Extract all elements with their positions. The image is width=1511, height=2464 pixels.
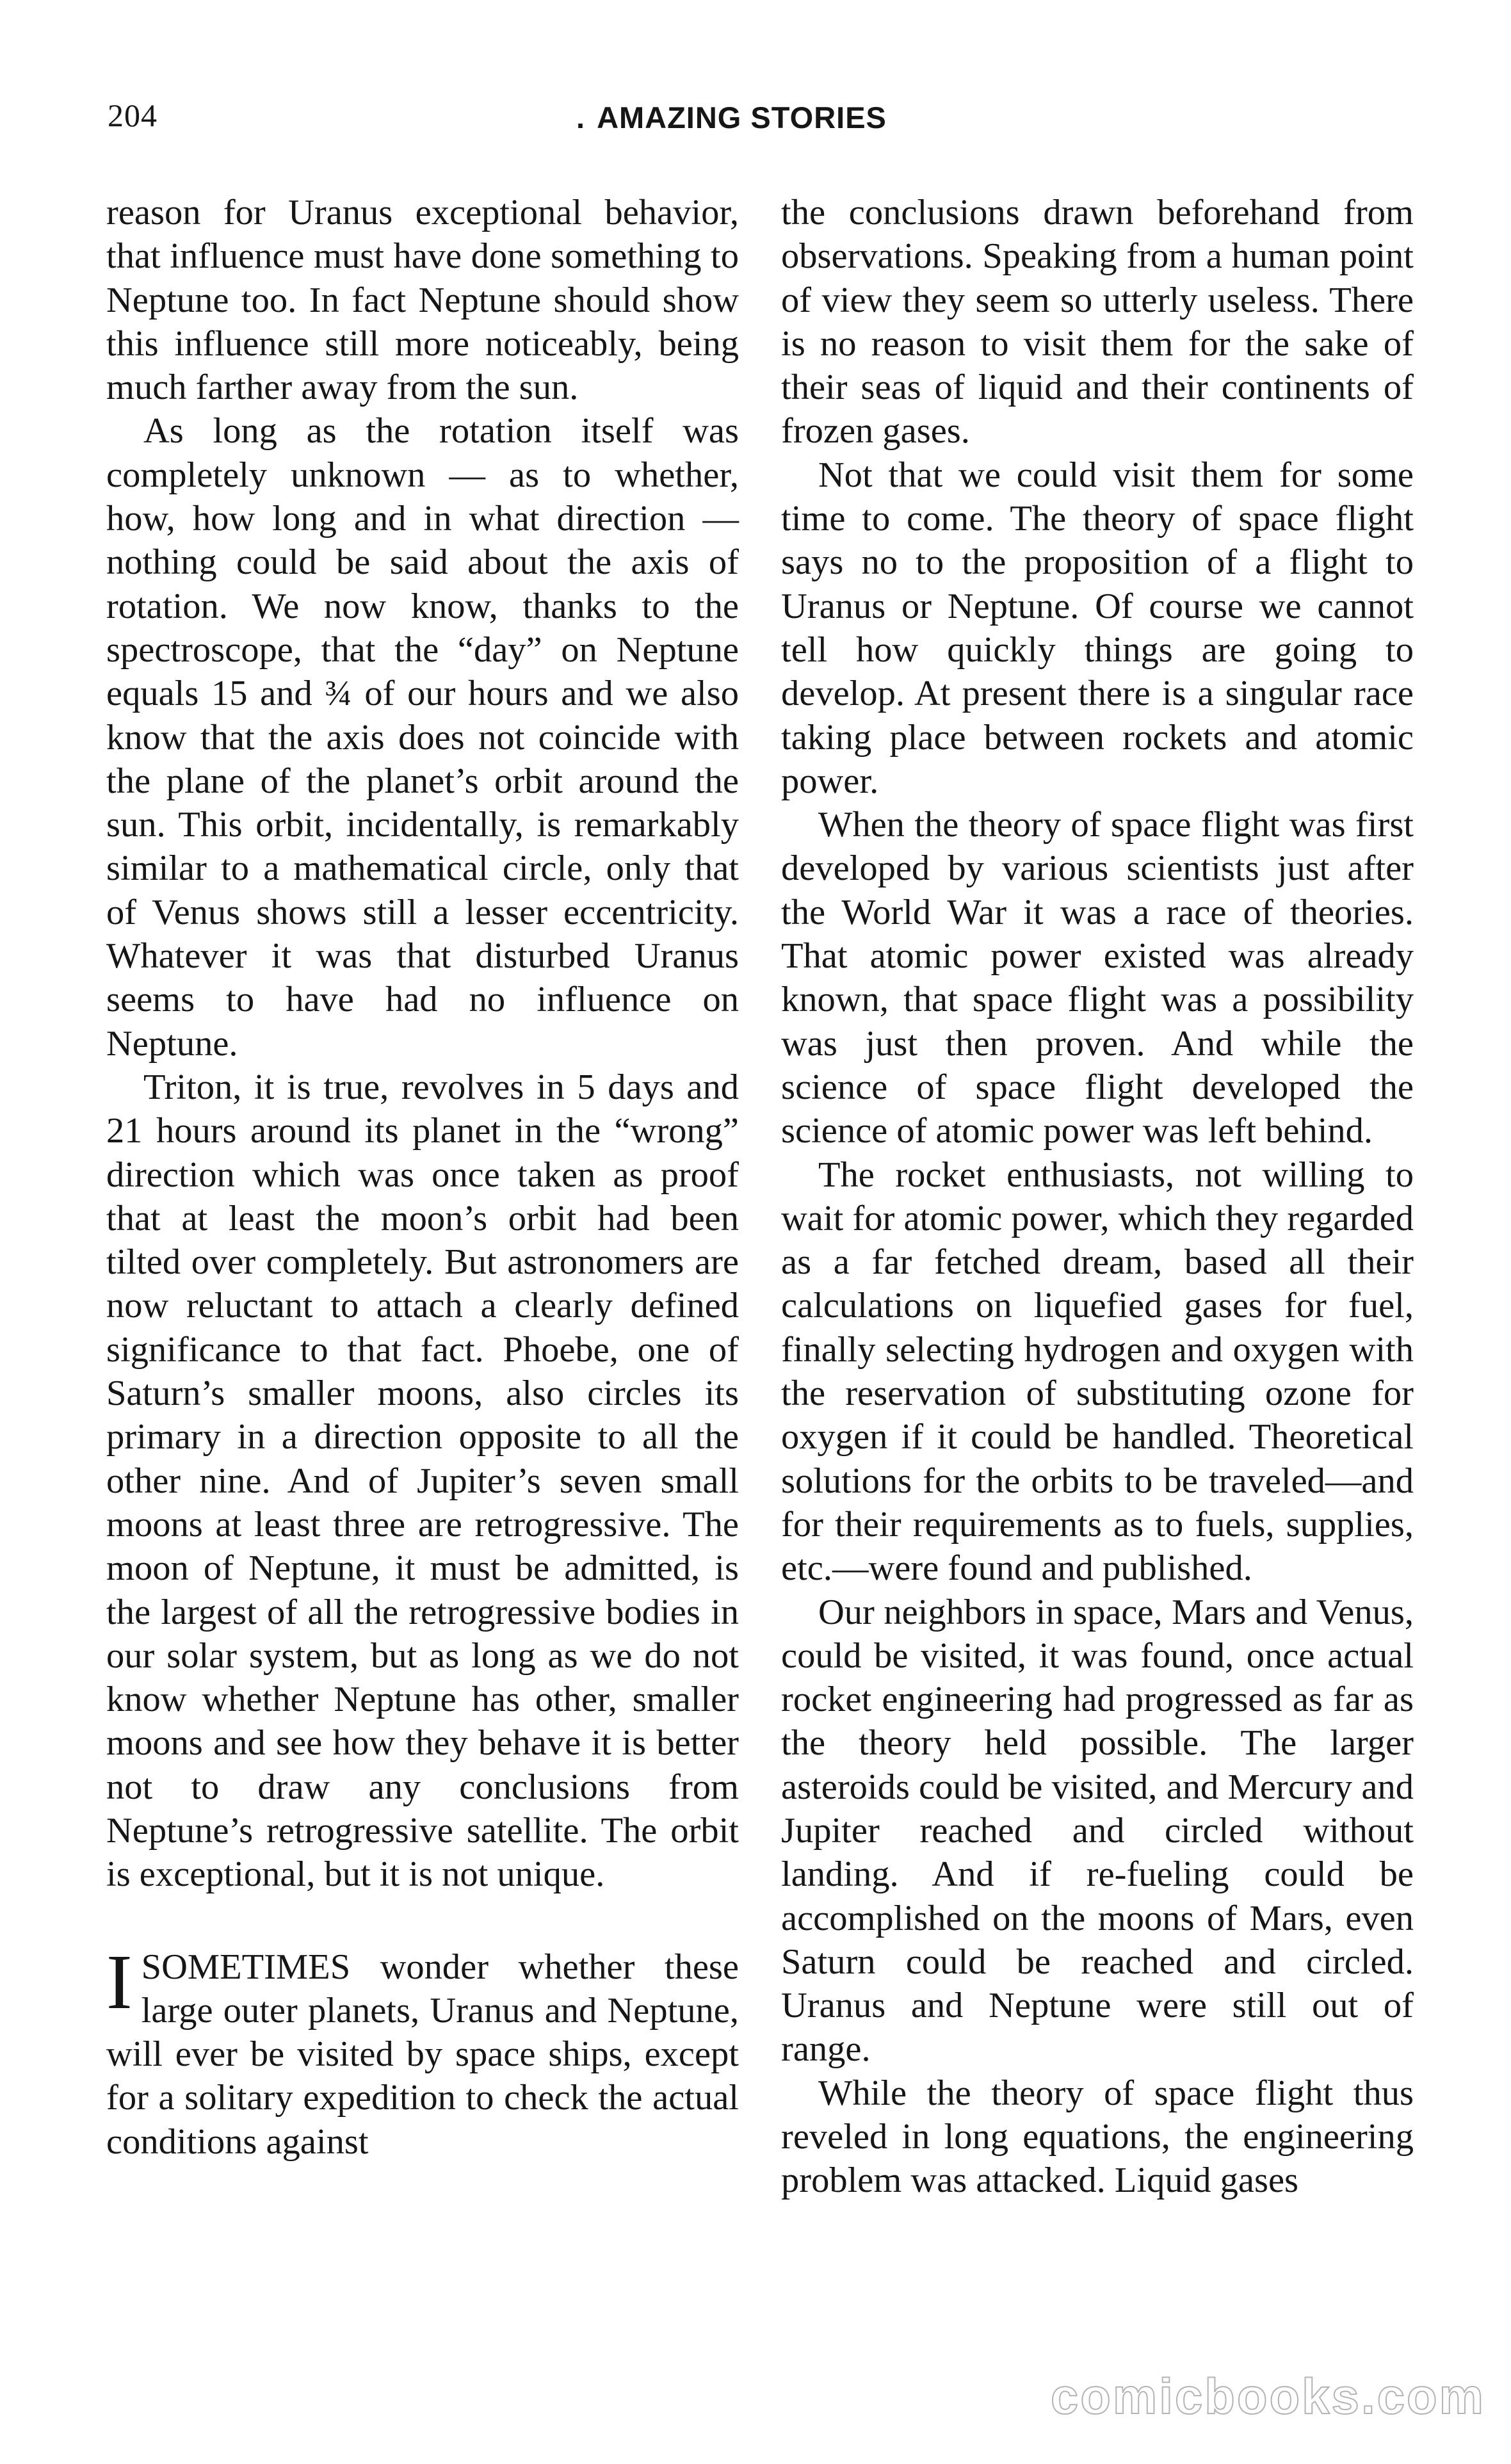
left-paragraph-dropcap: [106, 1938, 739, 2164]
left-paragraph-1: reason for Uranus exceptional behavior, that influence must have done something to Neptune too. In fact Neptune should show this influence still more noticeably, being much farther away from the sun.: [106, 193, 739, 408]
right-paragraph-3: When the theory of space flight was first developed by various scientists just after the World War it was a race of theories. That atomic power existed was already known, that space flight was a possibility was just then proven. And while the science of space flight developed the science of atomic power was left behind.: [781, 805, 1414, 1151]
left-column: [106, 191, 739, 2164]
right-paragraph-1: the conclusions drawn beforehand from observations. Speaking from a human point of view they seem so utterly useless. There is no reason to visit them for the sake of their seas of liquid and their continents of frozen gases.: [781, 193, 1414, 451]
running-title: [576, 102, 887, 133]
page-number: 204: [108, 97, 158, 133]
right-paragraph-4: The rocket enthusiasts, not willing to wait for atomic power, which they regarded as a far fetched dream, based all their calculations on liquefied gases for fuel, finally selecting hydrogen and oxygen with the reservation of substituting ozone for oxygen if it could be handled. Theoretical solutions for the orbits to be traveled—and for their requirements as to fuels, supplies, etc.—were found and published.: [781, 1155, 1414, 1589]
left-paragraph-2: As long as the rotation itself was completely unknown — as to whether, how, how long and in what direction — nothing could be said about the axis of rotation. We now know, thanks to the spectroscope, that the “day” on Neptune equals 15 and ¾ of our hours and we also know that the axis does not coincide with the plane of the planet’s orbit around the sun. This orbit, incidentally, is remarkably similar to a mathematical circle, only that of Venus shows still a lesser eccentricity. Whatever it was that disturbed Uranus seems to have had no influence on Neptune.: [106, 411, 739, 1064]
right-paragraph-5: Our neighbors in space, Mars and Venus, could be visited, it was found, once actual rocket engineering had progressed as far as the theory held possible. The larger asteroids could be visited, and Mercury and Jupiter reached and circled without landing. And if re-fueling could be accomplished on the moons of Mars, even Saturn could be reached and circled. Uranus and Neptune were still out of range.: [781, 1592, 1414, 2070]
right-paragraph-2: Not that we could visit them for some time to come. The theory of space flight says no to the proposition of a flight to Uranus or Neptune. Of course we cannot tell how quickly things are going to develop. At present there is a singular race taking place between rockets and atomic power.: [781, 455, 1414, 801]
left-paragraph-3: Triton, it is true, revolves in 5 days and 21 hours around its planet in the “wrong” direction which was once taken as proof that at least the moon’s orbit had been tilted over completely. But astronomers are now reluctant to attach a clearly defined significance to that fact. Phoebe, one of Saturn’s smaller moons, also circles its primary in a direction opposite to all the other nine. And of Jupiter’s seven small moons at least three are retrogressive. The moon of Neptune, it must be admitted, is the largest of all the retrogressive bodies in our solar system, but as long as we do not know whether Neptune has other, smaller moons and see how they behave it is better not to draw any conclusions from Neptune’s retrogressive satellite. The orbit is exceptional, but it is not unique.: [106, 1067, 739, 1895]
right-column: [781, 191, 1414, 2203]
drop-cap-lead-word: SOMETIMES: [141, 1947, 351, 1987]
right-paragraph-6: While the theory of space flight thus reveled in long equations, the engineering problem was attacked. Liquid gases: [781, 2073, 1414, 2201]
running-title-text: AMAZING STORIES: [597, 101, 887, 134]
running-title-dot: .: [576, 101, 586, 134]
drop-cap-paragraph-text: wonder whether these large outer planets, Uranus and Neptune, will ever be visited by space ships, except for a solitary expedition to check the actual conditions against: [106, 1947, 739, 2162]
drop-cap: I: [106, 1938, 133, 2025]
watermark-logo: comicbooks.com: [1050, 2368, 1485, 2424]
